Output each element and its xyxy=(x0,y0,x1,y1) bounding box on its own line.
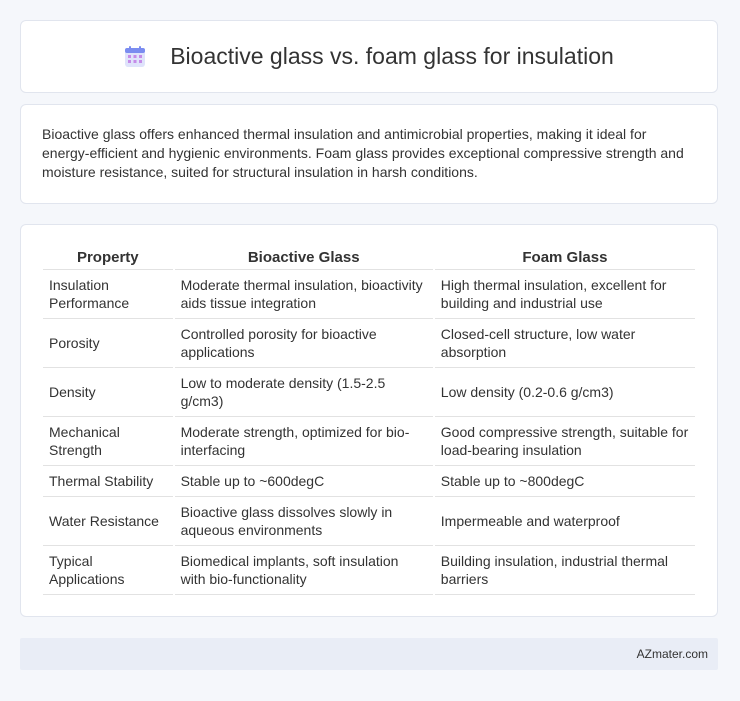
cell-bioactive: Moderate strength, optimized for bio-interfacing xyxy=(175,417,433,466)
footer-brand: AZmater.com xyxy=(636,647,708,661)
cell-foam: Closed-cell structure, low water absorption xyxy=(435,319,695,368)
page-title: Bioactive glass vs. foam glass for insulation xyxy=(170,43,614,69)
cell-property: Porosity xyxy=(43,319,173,368)
cell-bioactive: Low to moderate density (1.5-2.5 g/cm3) xyxy=(175,368,433,417)
cell-property: Water Resistance xyxy=(43,497,173,546)
cell-foam: High thermal insulation, excellent for building and industrial use xyxy=(435,270,695,319)
cell-foam: Good compressive strength, suitable for load-bearing insulation xyxy=(435,417,695,466)
summary-text: Bioactive glass offers enhanced thermal insulation and antimicrobial properties, making it ideal for energy-efficient and hygienic environments. Foam glass provides exceptional compressive strength and moisture resistance, suited for structural insulation in harsh conditions. xyxy=(42,126,684,180)
cell-bioactive: Biomedical implants, soft insulation with bio-functionality xyxy=(175,546,433,595)
table-row xyxy=(43,368,695,417)
table-row xyxy=(43,270,695,319)
cell-foam: Building insulation, industrial thermal barriers xyxy=(435,546,695,595)
cell-property: Insulation Performance xyxy=(43,270,173,319)
table-row xyxy=(43,417,695,466)
table-row xyxy=(43,319,695,368)
header-bioactive-glass: Bioactive Glass xyxy=(175,245,433,270)
footer-bar xyxy=(20,638,718,670)
cell-foam: Low density (0.2-0.6 g/cm3) xyxy=(435,368,695,417)
cell-property: Typical Applications xyxy=(43,546,173,595)
cell-property: Mechanical Strength xyxy=(43,417,173,466)
table-row xyxy=(43,546,695,595)
cell-bioactive: Moderate thermal insulation, bioactivity aids tissue integration xyxy=(175,270,433,319)
header-foam-glass: Foam Glass xyxy=(435,245,695,270)
cell-bioactive: Bioactive glass dissolves slowly in aqueous environments xyxy=(175,497,433,546)
cell-foam: Impermeable and waterproof xyxy=(435,497,695,546)
cell-property: Density xyxy=(43,368,173,417)
summary-card xyxy=(20,104,718,204)
table-row xyxy=(43,466,695,497)
cell-bioactive: Stable up to ~600degC xyxy=(175,466,433,497)
table-row xyxy=(43,497,695,546)
title-card xyxy=(20,20,718,93)
cell-foam: Stable up to ~800degC xyxy=(435,466,695,497)
table-header-row xyxy=(43,245,695,270)
calendar-icon xyxy=(124,46,146,68)
comparison-table xyxy=(41,245,697,595)
comparison-table-card xyxy=(20,224,718,617)
cell-property: Thermal Stability xyxy=(43,466,173,497)
header-property: Property xyxy=(43,245,173,270)
cell-bioactive: Controlled porosity for bioactive applications xyxy=(175,319,433,368)
